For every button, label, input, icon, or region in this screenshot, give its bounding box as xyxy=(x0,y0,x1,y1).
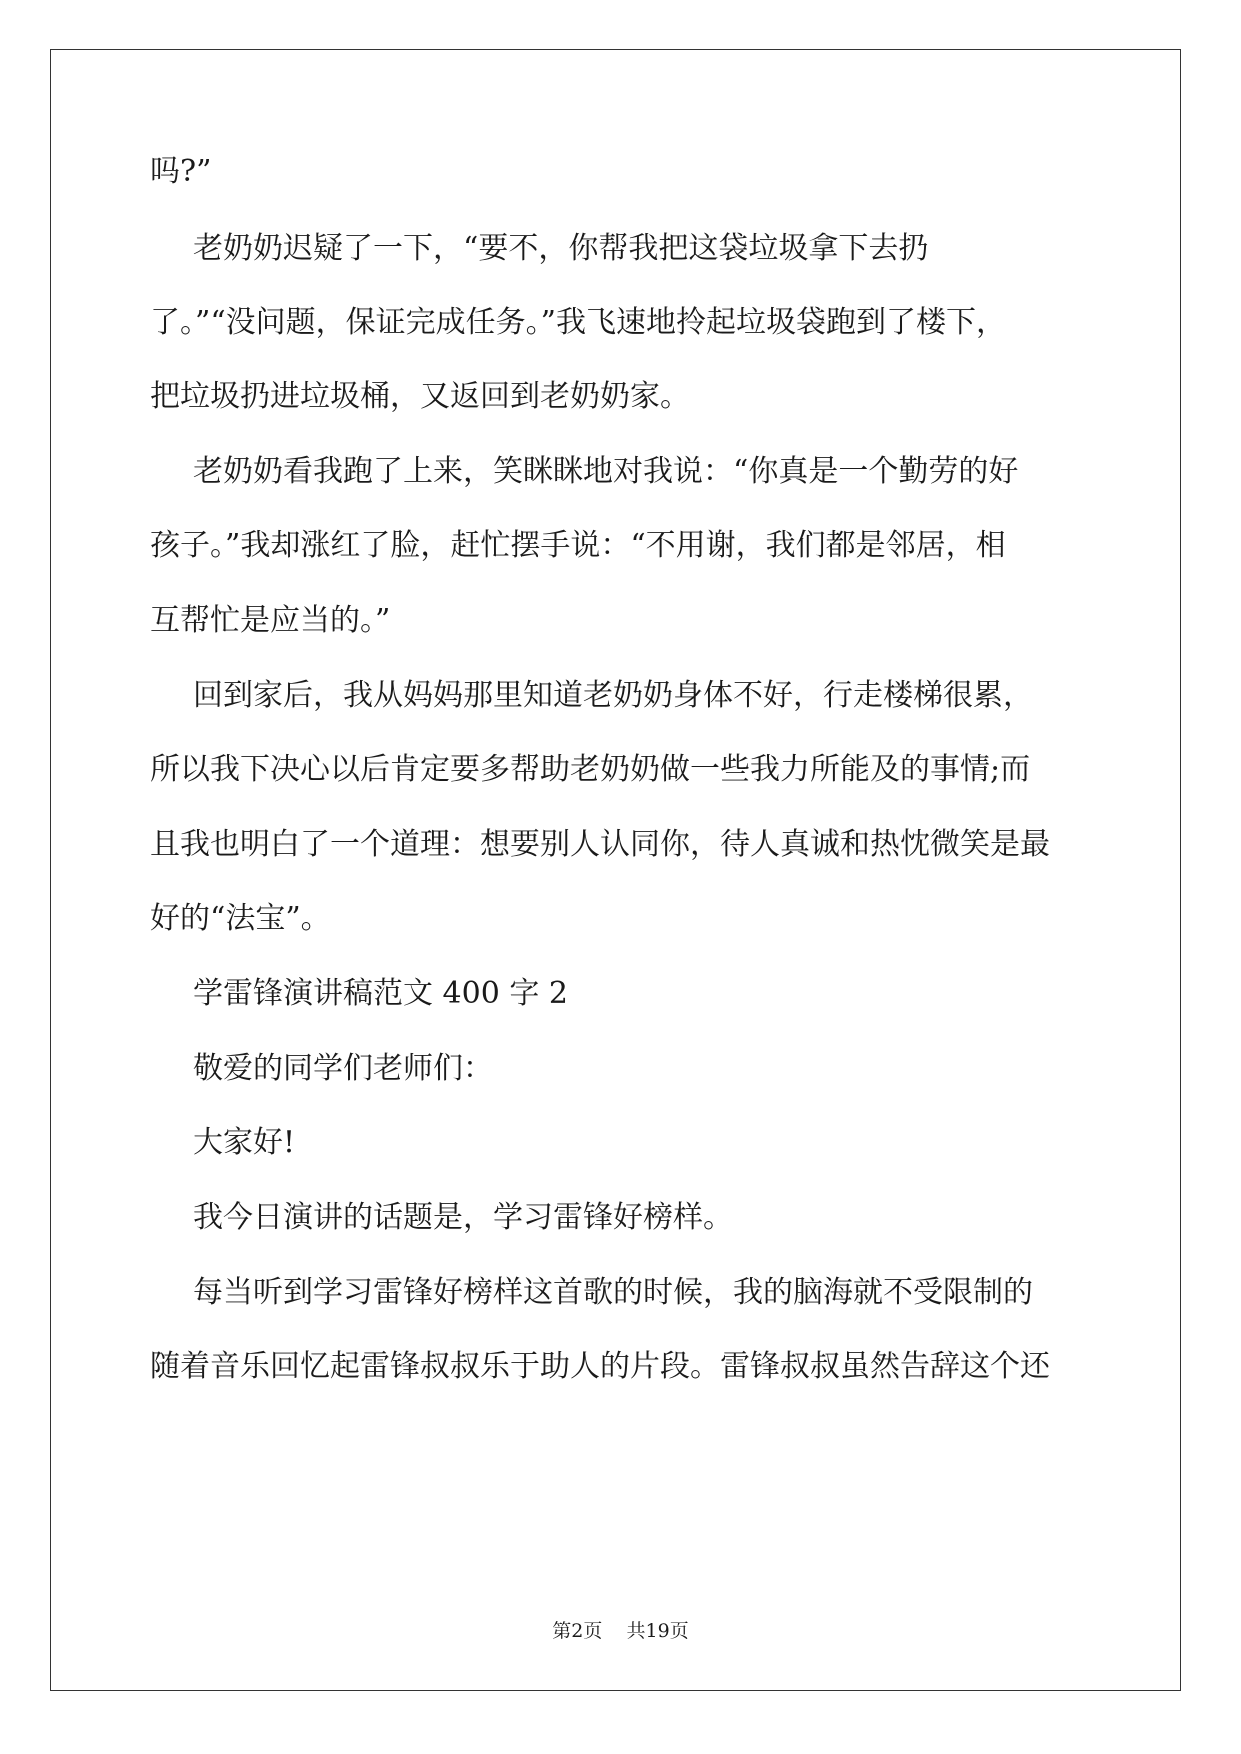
section-heading: 学雷锋演讲稿范文 400 字 2 xyxy=(193,976,568,1011)
page-number-footer: 第2页 共19页 xyxy=(552,1620,689,1642)
text-line: 互帮忙是应当的。” xyxy=(150,603,391,638)
text-line: 了。”“没问题，保证完成任务。”我飞速地拎起垃圾袋跑到了楼下， xyxy=(150,305,1007,340)
page-border xyxy=(50,49,1181,1691)
text-line: 吗?” xyxy=(150,154,212,189)
text-line: 把垃圾扔进垃圾桶，又返回到老奶奶家。 xyxy=(150,379,690,414)
text-line: 且我也明白了一个道理：想要别人认同你，待人真诚和热忱微笑是最 xyxy=(150,827,1050,862)
text-line: 每当听到学习雷锋好榜样这首歌的时候，我的脑海就不受限制的 xyxy=(193,1275,1033,1310)
text-line: 随着音乐回忆起雷锋叔叔乐于助人的片段。雷锋叔叔虽然告辞这个还 xyxy=(150,1349,1050,1384)
greeting: 大家好! xyxy=(193,1125,296,1160)
text-line: 我今日演讲的话题是，学习雷锋好榜样。 xyxy=(193,1200,733,1235)
text-line: 好的“法宝”。 xyxy=(150,901,331,936)
salutation: 敬爱的同学们老师们： xyxy=(193,1051,493,1086)
text-line: 回到家后，我从妈妈那里知道老奶奶身体不好，行走楼梯很累， xyxy=(193,678,1033,713)
text-line: 孩子。”我却涨红了脸，赶忙摆手说：“不用谢，我们都是邻居，相 xyxy=(150,528,1006,563)
text-line: 老奶奶看我跑了上来，笑眯眯地对我说：“你真是一个勤劳的好 xyxy=(193,454,1019,489)
text-line: 所以我下决心以后肯定要多帮助老奶奶做一些我力所能及的事情;而 xyxy=(150,752,1031,787)
text-line: 老奶奶迟疑了一下，“要不，你帮我把这袋垃圾拿下去扔 xyxy=(193,231,929,266)
